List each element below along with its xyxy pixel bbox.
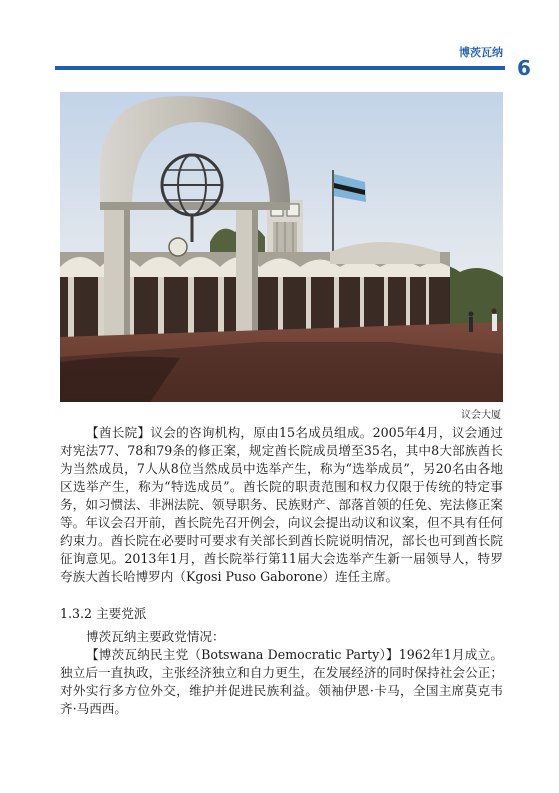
section-title: 主要党派 [96, 606, 147, 621]
chiefs-paragraph-block [60, 424, 503, 586]
running-header-title: 博茨瓦纳 [459, 46, 503, 59]
paragraph-parties-intro: 博茨瓦纳主要政党情况： [86, 629, 225, 644]
parties-paragraph-block [60, 628, 503, 718]
section-heading [60, 605, 146, 623]
paragraph-house-of-chiefs: 【酋长院】议会的咨询机构，原由15名成员组成。2005年4月，议会通过对宪法77、78和79条的修正案，规定酋长院成员增至35名，其中8大部族酋长为当然成员，7人从8位当然成员中选举产生，称为“选举成员”，另20名由各地区选举产生，称为“特选成员”。酋长院的职责范围和权力仅限于传统的特定事务，如习惯法、非洲法院、领导职务、民族财产、部落首领的任免、宪法修正案等。年议会召开前，酋长院先召开例会，向议会提出动议和议案，但不具有任何约束力。酋长院在必要时可要求有关部长到酋长院说明情况，部长也可到酋长院征询意见。2013年1月，酋长院举行第11届大会选举产生新一届领导人，特罗夸族大酋长哈博罗内（Kgosi Puso Gaborone）连任主席。 [60, 425, 503, 584]
parliament-building-photo [60, 92, 503, 402]
figure-caption: 议会大厦 [461, 410, 501, 421]
paragraph-bdp: 【博茨瓦纳民主党（Botswana Democratic Party）】1962年1月成立。独立后一直执政，主张经济独立和自力更生，在发展经济的同时保持社会公正；对外实行多方位外交，维护并促进民族利益。领袖伊恩·卡马，全国主席莫克韦齐·马西西。 [60, 647, 503, 716]
header-rule [55, 66, 505, 70]
page-number: 6 [517, 56, 531, 80]
section-number: 1.3.2 [60, 606, 93, 621]
